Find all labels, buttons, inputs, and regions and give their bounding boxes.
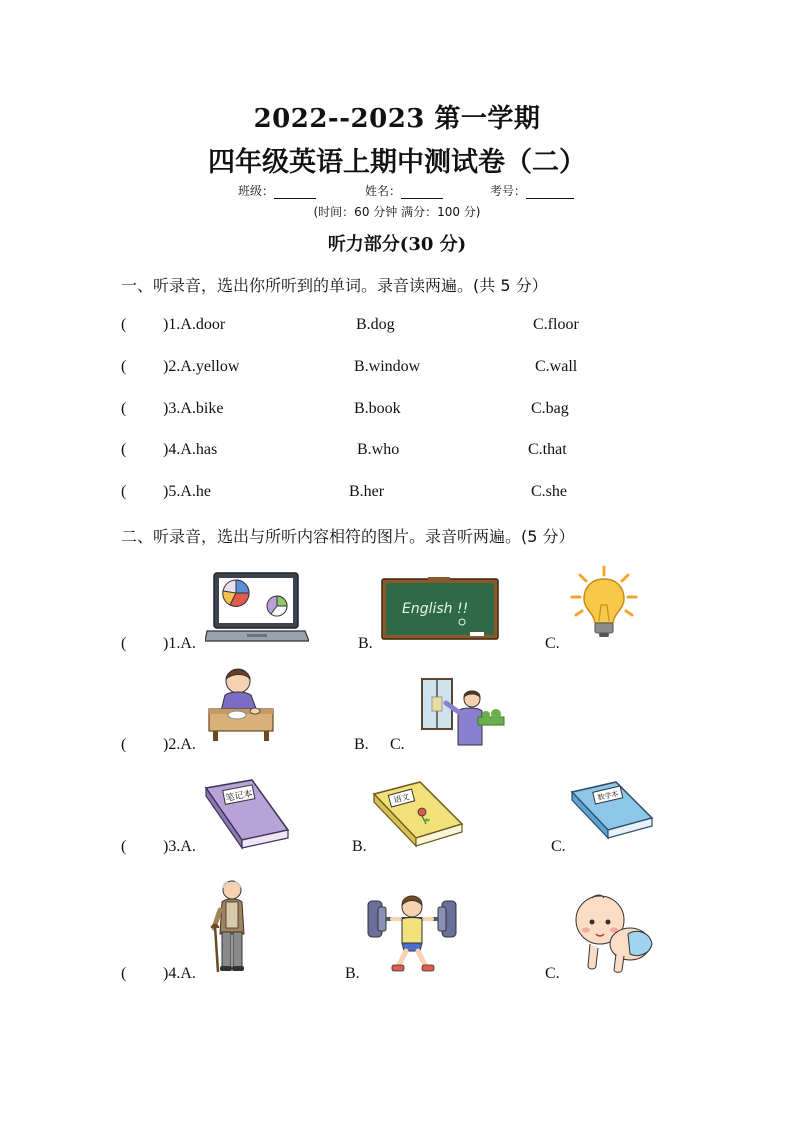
light-bulb-image [568,565,640,641]
s1-q3-c: C.bag [531,400,569,417]
s1-q1-c: C.floor [533,316,579,333]
s2-q1-bracket: ( [121,635,127,652]
exam-no-label: 考号： [490,184,527,198]
boy-weightlifting-image [366,887,458,977]
s2-q2-bracket: ( [121,736,127,753]
class-blank[interactable] [274,186,316,199]
s2-q1-c: C. [545,635,560,652]
s2-q3-a: )3.A. [163,838,196,855]
s1-q1-bracket: ( [121,316,127,333]
s1-q5-b: B.her [349,483,385,500]
s1-q2-b: B.window [354,358,421,375]
exam-no-field [490,182,574,199]
s2-q1-b: B. [358,635,373,652]
s1-q5-c: C.she [531,483,567,500]
boy-cleaning-window-image [420,677,506,747]
laptop-pie-chart-image [205,571,309,645]
s1-q2-a: )2.A.yellow [163,358,240,375]
notebook-purple-image [202,778,290,850]
notebook-a-label: 笔记本 [224,789,254,805]
exam-title: 四年级英语上期中测试卷（二） [208,147,586,178]
s2-q1-a: )1.A. [163,635,196,652]
s2-q3-b: B. [352,838,367,855]
s2-q3-bracket: ( [121,838,127,855]
s1-q4-b: B.who [357,441,400,458]
name-blank[interactable] [401,186,443,199]
class-field [238,182,316,199]
s2-q4-bracket: ( [121,965,127,982]
year-line: 2022--2023 第一学期 [253,104,541,134]
s2-q2-b: B. [354,736,369,753]
class-label: 班级： [238,184,275,198]
baby-crawling-image [570,888,656,974]
s1-q1-a: )1.A.door [163,316,226,333]
s1-q5-bracket: ( [121,483,127,500]
s1-q3-bracket: ( [121,400,127,417]
blackboard-image [380,577,500,641]
s1-q5-a: )5.A.he [163,483,211,500]
notebook-c-label: 数学本 [596,789,620,803]
notebook-blue-image [570,780,654,842]
notebook-yellow-image [372,780,464,850]
listening-part-title: 听力部分(30 分) [327,234,467,255]
exam-no-blank[interactable] [526,186,574,199]
boy-cleaning-desk-image [205,665,277,743]
notebook-b-label: 语文 [392,792,411,805]
old-man-image [206,876,254,976]
s2-q4-b: B. [345,965,360,982]
s2-q4-c: C. [545,965,560,982]
s1-q4-a: )4.A.has [163,441,218,458]
time-score-note: (时间：60 分钟 满分：100 分) [313,205,481,219]
section-2-title: 二、听录音，选出与所听内容相符的图片。录音听两遍。(5 分） [121,527,575,546]
s2-q2-a: )2.A. [163,736,196,753]
name-label: 姓名： [365,184,402,198]
s2-q2-c: C. [390,736,405,753]
s1-q2-c: C.wall [535,358,578,375]
s2-q4-a: )4.A. [163,965,196,982]
s1-q4-bracket: ( [121,441,127,458]
s1-q3-b: B.book [354,400,401,417]
section-1-title: 一、听录音，选出你所听到的单词。录音读两遍。(共 5 分） [121,276,548,295]
name-field [365,182,443,199]
s1-q4-c: C.that [528,441,567,458]
s1-q3-a: )3.A.bike [163,400,224,417]
s2-q3-c: C. [551,838,566,855]
blackboard-text: English !! [402,601,469,617]
s1-q1-b: B.dog [356,316,395,333]
s1-q2-bracket: ( [121,358,127,375]
